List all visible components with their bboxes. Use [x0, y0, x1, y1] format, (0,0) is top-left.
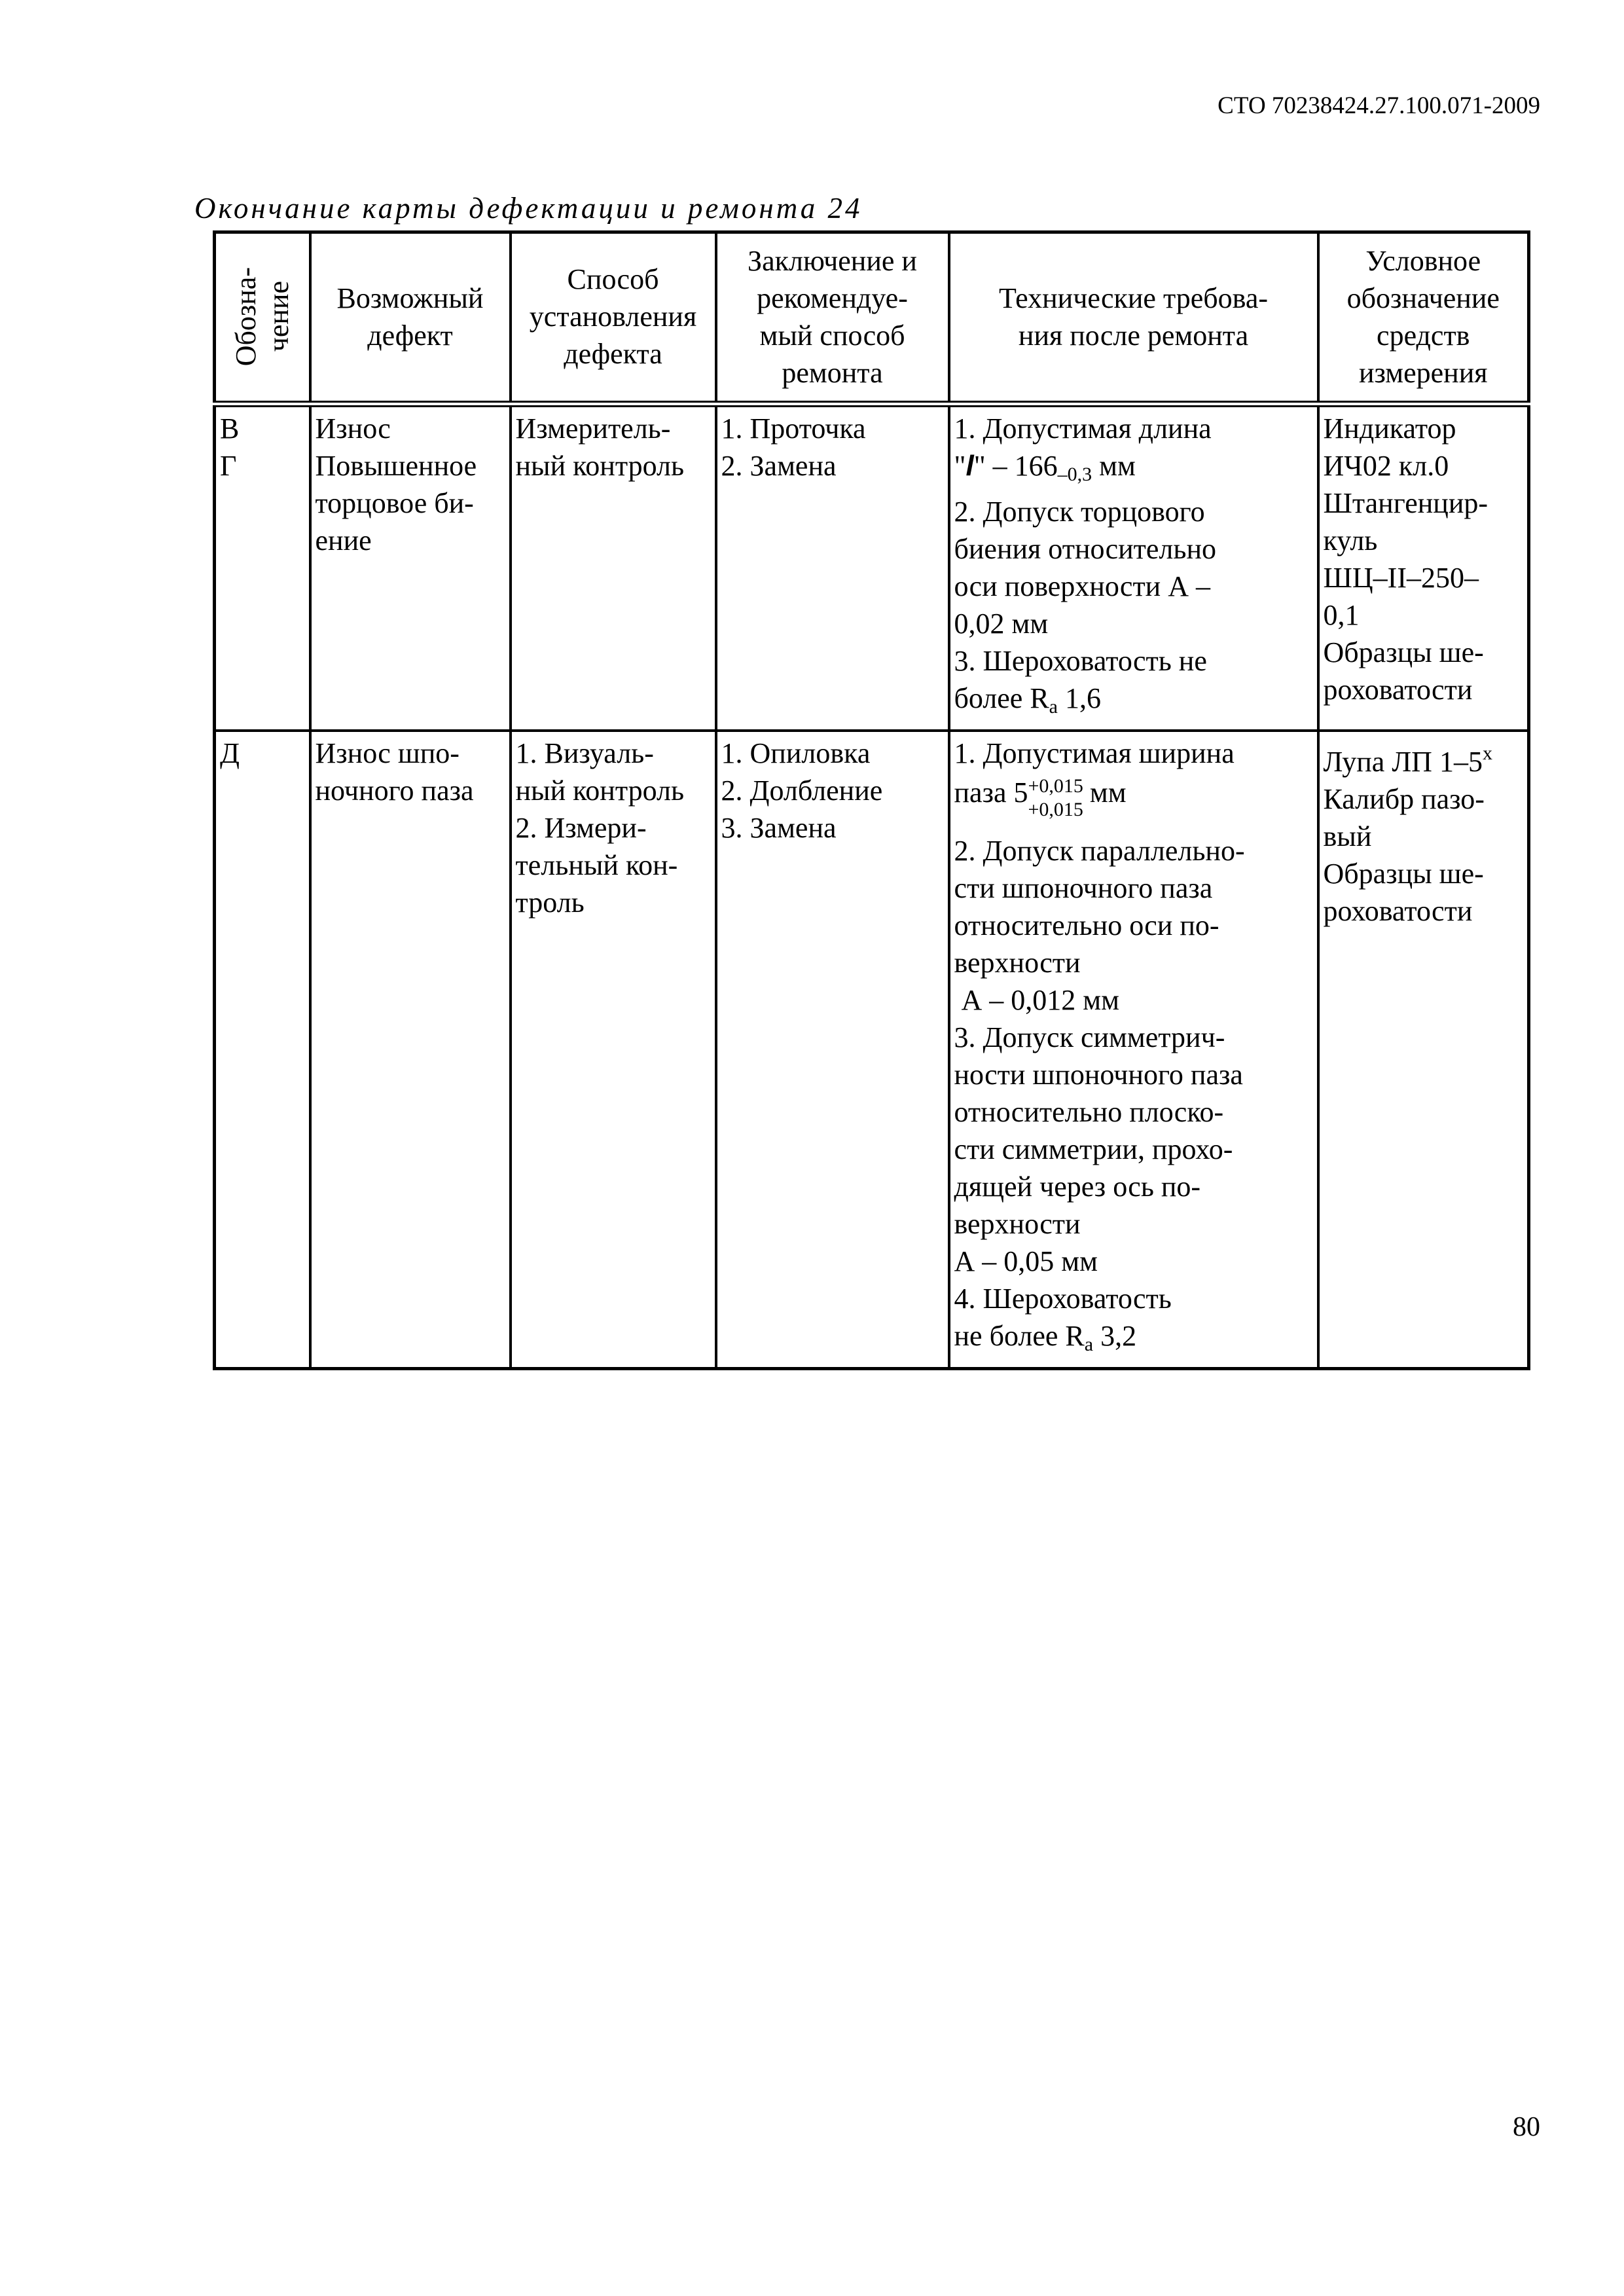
roughness-value: 3,2 — [1093, 1320, 1137, 1352]
row1-req-line: биения относительно — [954, 533, 1216, 565]
roughness-prefix: более R — [954, 682, 1049, 714]
header-defect — [310, 232, 511, 405]
row1-instrument-line: Образцы ше- — [1323, 636, 1484, 668]
row2-req-line: 4. Шероховатость — [954, 1283, 1172, 1315]
row2-defect-line: ночного паза — [315, 774, 474, 807]
row1-req-line: оси поверхности А – — [954, 570, 1210, 602]
header-method-line: дефекта — [564, 338, 662, 370]
header-requirements-line: ния после ремонта — [1018, 319, 1249, 352]
width-tolerance-upper: +0,015 — [1028, 775, 1083, 797]
row2-designation-line: Д — [220, 737, 240, 769]
header-conclusion-line: Заключение и — [748, 244, 917, 277]
row2-method-line: ный контроль — [515, 774, 685, 807]
row2-req-line: относительно плоско- — [954, 1096, 1224, 1128]
header-conclusion — [716, 232, 949, 405]
row2-req-line: ности шпоночного паза — [954, 1059, 1243, 1091]
row2-req-line: сти симметрии, прохо- — [954, 1133, 1233, 1165]
row1-instrument-line: ШЦ–II–250– — [1323, 562, 1479, 594]
row2-req-width-line — [954, 772, 1313, 819]
length-unit: мм — [1092, 450, 1136, 482]
row1-defect — [310, 404, 511, 731]
row2-conclusion-line: 1. Опиловка — [721, 737, 871, 769]
roughness-value: 1,6 — [1058, 682, 1101, 714]
width-tolerance-lower: +0,015 — [1028, 799, 1083, 820]
row1-req-length-line — [954, 447, 1313, 493]
header-defect-line: дефект — [367, 319, 453, 352]
row2-req-line: верхности — [954, 947, 1081, 979]
row1-req-roughness-line — [954, 680, 1313, 725]
magnifier-label: Лупа ЛП 1–5 — [1323, 746, 1483, 778]
header-conclusion-line: рекомендуе- — [757, 282, 908, 314]
row1-defect-line: Износ — [315, 412, 391, 445]
row1-defect-line: торцовое би- — [315, 487, 474, 519]
row2-req-line: А – 0,05 мм — [954, 1245, 1098, 1277]
defect-repair-table — [213, 230, 1530, 1370]
quote-close: " — [973, 450, 986, 482]
table-row — [215, 731, 1529, 1369]
length-value: – 166 — [985, 450, 1058, 482]
row1-requirements — [949, 404, 1318, 731]
roughness-subscript: a — [1084, 1334, 1094, 1355]
page-number: 80 — [1513, 2112, 1540, 2142]
row1-designation — [215, 404, 310, 731]
row2-instrument-line: вый — [1323, 820, 1372, 852]
length-tolerance: –0,3 — [1057, 464, 1092, 485]
header-conclusion-line: мый способ — [759, 319, 905, 352]
row2-method-line: 2. Измери- — [515, 812, 647, 844]
row2-req-line: относительно оси по- — [954, 909, 1219, 941]
row2-req-line: 1. Допустимая ширина — [954, 737, 1235, 769]
row1-defect-line: Повышенное — [315, 450, 477, 482]
row1-req-line: 2. Допуск торцового — [954, 496, 1205, 528]
roughness-prefix: не более R — [954, 1320, 1085, 1352]
row2-conclusion — [716, 731, 949, 1369]
row2-method-line: троль — [515, 886, 585, 919]
row1-instrument-line: 0,1 — [1323, 599, 1360, 631]
row2-conclusion-line: 2. Долбление — [721, 774, 883, 807]
header-designation — [215, 232, 310, 405]
row1-req-line: 1. Допустимая длина — [954, 412, 1212, 445]
row1-instrument-line: роховатости — [1323, 674, 1473, 706]
table-header-row — [215, 232, 1529, 405]
table-caption: Окончание карты дефектации и ремонта 24 — [194, 192, 863, 225]
row1-req-line: 3. Шероховатость не — [954, 645, 1207, 677]
row2-defect-line: Износ шпо- — [315, 737, 460, 769]
row1-conclusion-line: 2. Замена — [721, 450, 837, 482]
row2-instrument-line — [1324, 735, 1524, 780]
header-designation-line: Обозна- — [229, 266, 262, 367]
magnification-superscript: х — [1482, 742, 1492, 764]
row2-instrument-line: Калибр пазо- — [1323, 783, 1485, 815]
row1-instrument-line: ИЧ02 кл.0 — [1323, 450, 1449, 482]
width-unit: мм — [1089, 776, 1127, 809]
header-instruments-line: Условное — [1365, 244, 1481, 277]
roughness-subscript: a — [1049, 696, 1058, 718]
row2-instrument-line: Образцы ше- — [1323, 858, 1484, 890]
row1-req-line: 0,02 мм — [954, 608, 1049, 640]
header-method — [511, 232, 716, 405]
row1-method-line: ный контроль — [515, 450, 685, 482]
row2-req-line: сти шпоночного паза — [954, 872, 1213, 904]
length-symbol: l — [965, 450, 974, 482]
quote-open: " — [954, 450, 966, 482]
row1-method-line: Измеритель- — [515, 412, 671, 445]
header-instruments — [1318, 232, 1529, 405]
table-row — [215, 404, 1529, 731]
header-requirements-line: Технические требова- — [998, 282, 1269, 314]
row2-method-line: тельный кон- — [515, 849, 678, 881]
row2-designation — [215, 731, 310, 1369]
header-instruments-line: обозначение — [1346, 282, 1500, 314]
row2-req-roughness-line — [954, 1317, 1313, 1363]
header-method-line: установления — [529, 301, 697, 333]
row1-conclusion — [716, 404, 949, 731]
header-defect-line: Возможный — [336, 282, 484, 314]
width-value: паза 5 — [954, 776, 1028, 809]
row2-conclusion-line: 3. Замена — [721, 812, 837, 844]
header-method-line: Способ — [567, 263, 659, 295]
row1-designation-line: Г — [220, 450, 237, 482]
header-instruments-line: измерения — [1358, 356, 1488, 389]
row2-req-line: 3. Допуск симметрич- — [954, 1021, 1225, 1053]
row1-conclusion-line: 1. Проточка — [721, 412, 866, 445]
header-instruments-line: средств — [1377, 319, 1470, 352]
header-conclusion-line: ремонта — [782, 356, 883, 389]
row2-method — [511, 731, 716, 1369]
row2-req-line: дящей через ось по- — [954, 1171, 1201, 1203]
row2-defect — [310, 731, 511, 1369]
header-designation-line: чение — [262, 281, 295, 352]
header-requirements — [949, 232, 1318, 405]
row1-instruments — [1318, 404, 1529, 731]
row2-req-line: 2. Допуск параллельно- — [954, 835, 1245, 867]
row2-method-line: 1. Визуаль- — [515, 737, 654, 769]
row1-instrument-line: куль — [1323, 524, 1378, 556]
row1-method — [511, 404, 716, 731]
row1-designation-line: В — [220, 412, 240, 445]
width-tolerance — [1028, 774, 1083, 822]
row1-instrument-line: Индикатор — [1323, 412, 1456, 445]
row2-instrument-line: роховатости — [1323, 895, 1473, 927]
document-code: СТО 70238424.27.100.071-2009 — [1218, 92, 1540, 119]
row1-instrument-line: Штангенцир- — [1323, 487, 1489, 519]
row1-defect-line: ение — [315, 524, 372, 556]
row2-requirements — [949, 731, 1318, 1369]
row2-instruments — [1318, 731, 1529, 1369]
row2-req-line: верхности — [954, 1208, 1081, 1240]
row2-req-line: А – 0,012 мм — [954, 984, 1119, 1016]
spacer — [954, 819, 1313, 832]
